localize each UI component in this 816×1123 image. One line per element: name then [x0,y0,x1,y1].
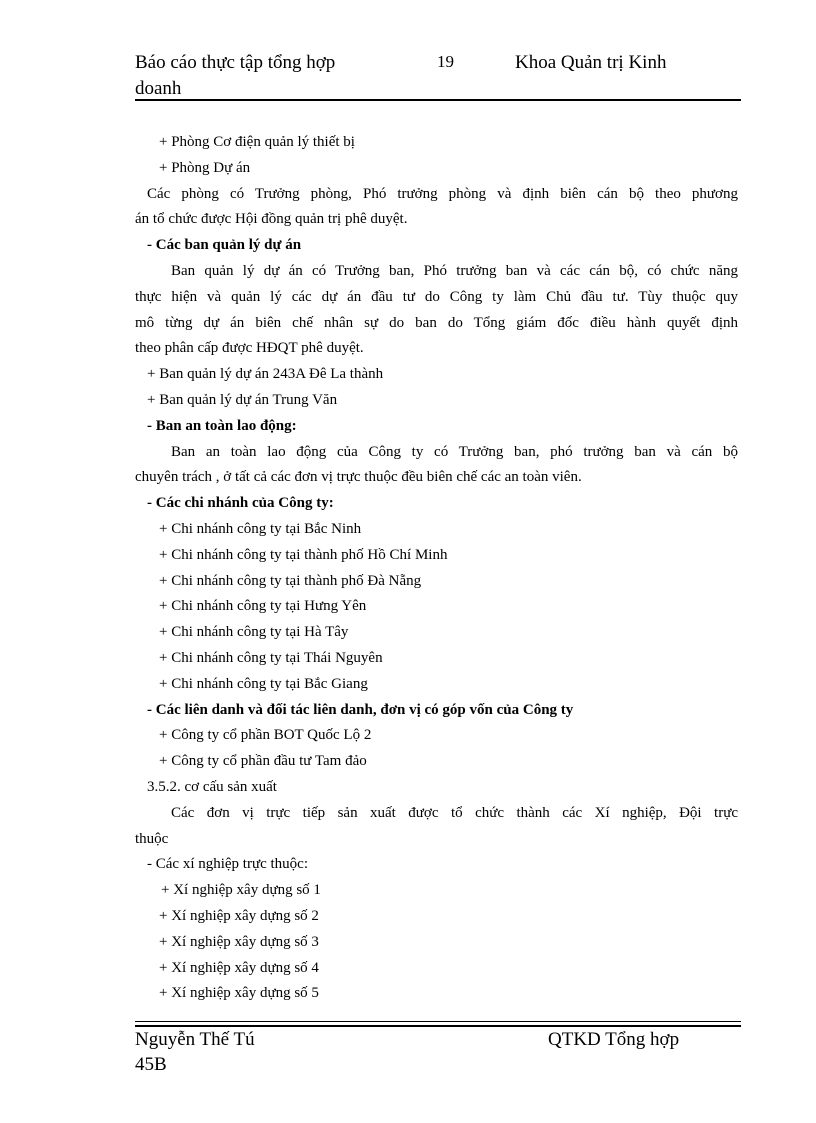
list-item: + Chi nhánh công ty tại thành phố Đà Nẵng [159,572,422,589]
paragraph-line: thuộc [135,830,169,847]
list-item: + Chi nhánh công ty tại Hưng Yên [159,598,367,615]
list-item: + Xí nghiệp xây dựng số 5 [159,985,319,1002]
paragraph-line: Các phòng có Trưởng phòng, Phó trưởng phòng và định biên cán bộ theo phương [147,185,738,202]
header-title-line2: doanh [135,78,182,99]
paragraph-line: chuyên trách , ở tất cả các đơn vị trực thuộc đều biên chế các an toàn viên. [135,469,582,486]
footer-author-name: Nguyễn Thế Tú [135,1029,255,1050]
list-item: + Công ty cổ phần BOT Quốc Lộ 2 [159,727,372,744]
footer-divider-thin [135,1021,741,1022]
page-number: 19 [437,52,454,71]
paragraph-line: thực hiện và quản lý các dự án đầu tư do Công ty làm Chủ đầu tư. Tùy thuộc quy [135,288,738,305]
footer-author [135,1027,255,1077]
header-faculty: Khoa Quản trị Kinh [515,52,667,73]
list-item: + Chi nhánh công ty tại Hà Tây [159,624,349,641]
paragraph-line: Các đơn vị trực tiếp sản xuất được tổ chức thành các Xí nghiệp, Đội trực [171,804,738,821]
list-item: + Xí nghiệp xây dựng số 3 [159,933,319,950]
list-item: + Ban quản lý dự án 243A Đê La thành [147,366,384,383]
list-item: + Chi nhánh công ty tại thành phố Hồ Chí Minh [159,546,448,563]
header-report-title [135,50,395,102]
paragraph-line: án tổ chức được Hội đồng quản trị phê duyệt. [135,211,408,228]
list-item: + Xí nghiệp xây dựng số 4 [159,959,319,976]
list-item: + Ban quản lý dự án Trung Văn [147,391,338,408]
paragraph-line: Ban quản lý dự án có Trưởng ban, Phó trưởng ban và các cán bộ, có chức năng [171,262,738,279]
footer-course: QTKD Tổng hợp [548,1029,680,1050]
list-item: + Chi nhánh công ty tại Thái Nguyên [159,649,383,666]
paragraph-line: mô từng dự án biên chế nhân sự do ban do Tổng giám đốc điều hành quyết định [135,314,738,331]
list-item: + Chi nhánh công ty tại Bắc Giang [159,675,368,692]
page-header [135,50,740,100]
list-item: + Phòng Cơ điện quản lý thiết bị [159,134,355,150]
subsection-heading: 3.5.2. cơ cấu sản xuất [147,778,277,795]
list-heading: - Các xí nghiệp trực thuộc: [147,856,309,873]
footer-author-class: 45B [135,1054,167,1075]
list-item: + Công ty cổ phần đầu tư Tam đảo [159,753,367,770]
list-item: + Xí nghiệp xây dựng số 2 [159,907,319,924]
list-item: + Xí nghiệp xây dựng số 1 [161,882,321,899]
header-title-line1: Báo cáo thực tập tổng hợp [135,52,336,73]
header-divider [135,99,741,101]
list-item: + Phòng Dự án [159,159,251,176]
paragraph-line: Ban an toàn lao động của Công ty có Trưởng ban, phó trưởng ban và cán bộ [171,443,738,460]
document-body [135,130,738,1007]
section-heading: - Các ban quản lý dự án [147,237,302,254]
section-heading: - Ban an toàn lao động: [147,417,297,434]
paragraph-line: theo phân cấp được HĐQT phê duyệt. [135,340,364,357]
list-item: + Chi nhánh công ty tại Bắc Ninh [159,520,362,537]
section-heading: - Các liên danh và đối tác liên danh, đơn vị có góp vốn của Công ty [147,701,574,718]
section-heading: - Các chi nhánh của Công ty: [147,495,334,512]
